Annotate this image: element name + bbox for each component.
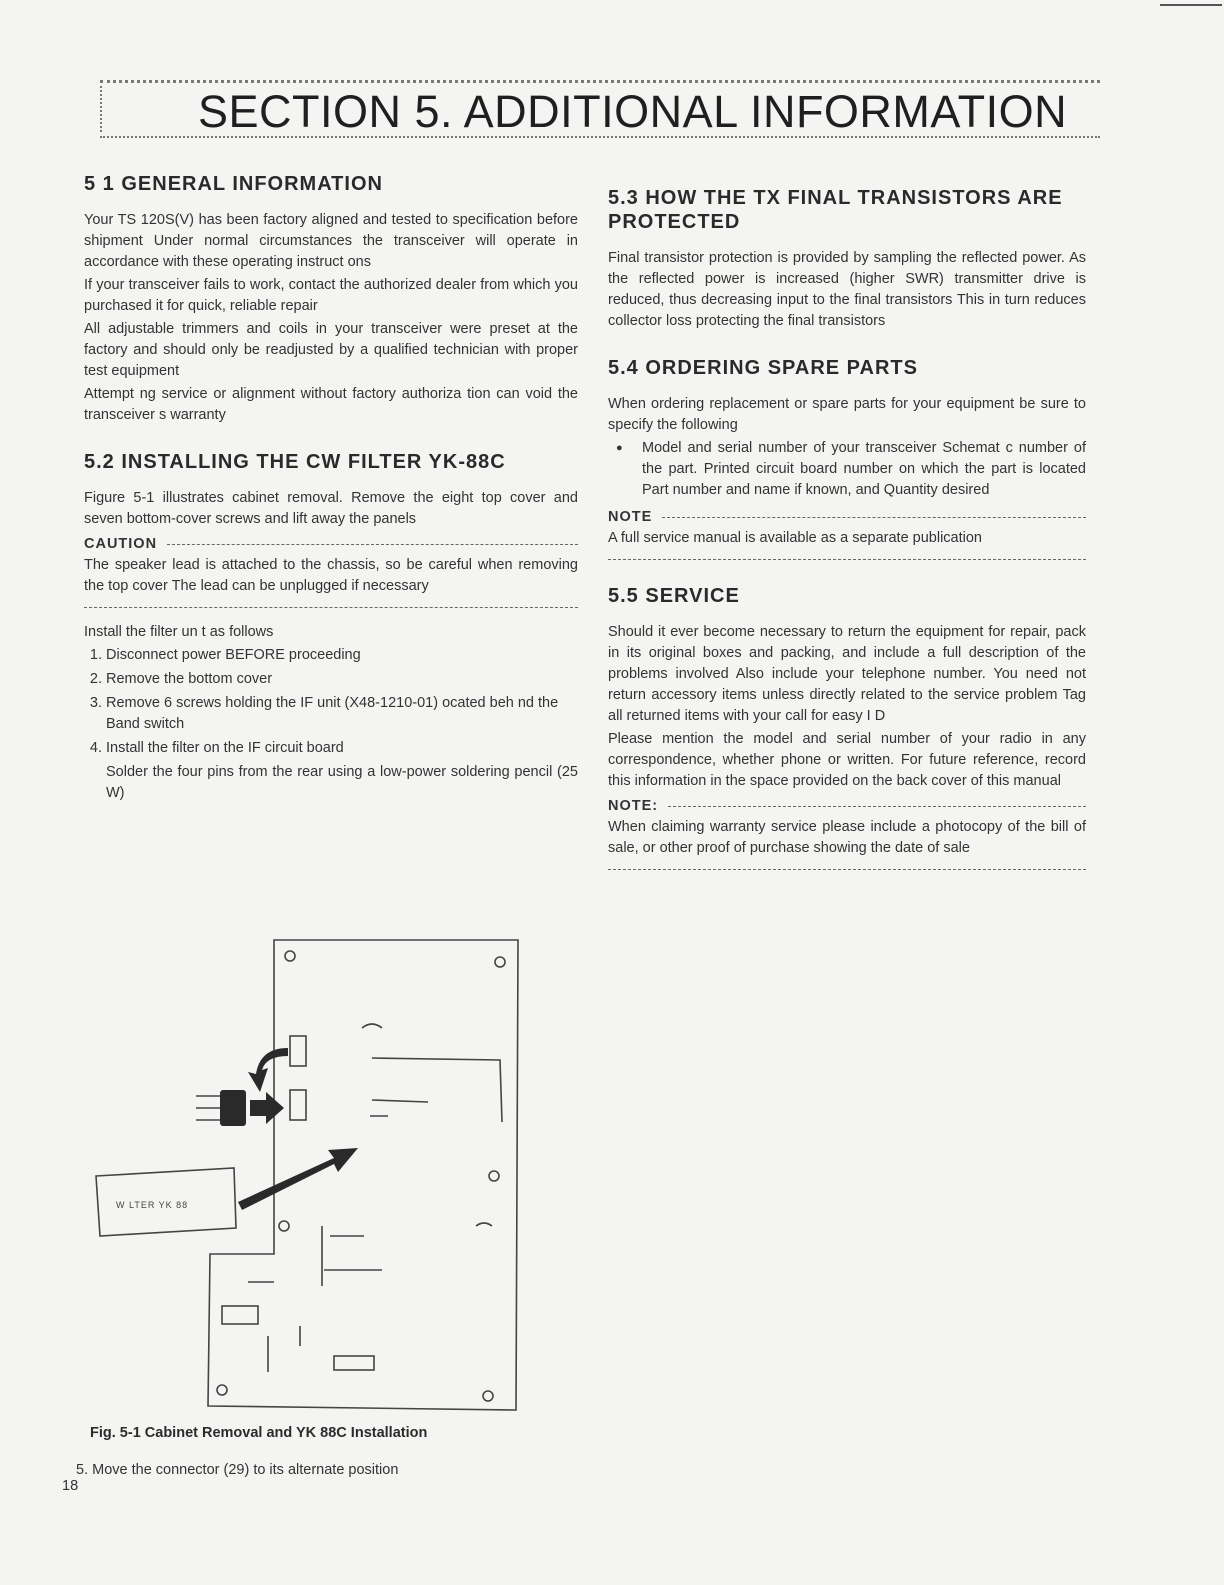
spare-parts-bullet: ● Model and serial number of your transceiver Schemat c number of the part. Printed circuit board number on which the part is located Part number and name if known, and Quantity desired	[630, 438, 1086, 501]
mount-hole-icon	[495, 957, 505, 967]
spare-parts-list	[608, 438, 1086, 501]
general-info-paragraph: All adjustable trimmers and coils in your transceiver were preset at the factory and should only be readjusted by a qualified technician with proper test equipment	[84, 321, 578, 379]
transistor-protection-paragraph: Final transistor protection is provided by sampling the reflected power. As the reflected power is increased (higher SWR) transmitter drive is reduced, thus decreasing input to the final transistors This in turn reduces collector loss protecting the final transistors	[608, 250, 1086, 329]
warranty-note-label: NOTE:	[608, 798, 659, 814]
mount-hole-icon	[489, 1171, 499, 1181]
figure-cabinet-removal	[88, 936, 528, 1416]
mount-hole-icon	[279, 1221, 289, 1231]
heading-service: 5.5 SERVICE	[608, 585, 740, 607]
filter-unit-label: W LTER YK 88	[116, 1200, 189, 1210]
circuit-board-outline	[208, 940, 518, 1410]
service-paragraph: Should it ever become necessary to return the equipment for repair, pack in its original boxes and packing, and include a full description of the problems involved Also include your telephone number. You need not return accessory items unless directly related to the service problem Tag all returned items with your call for easy I D	[608, 624, 1086, 724]
general-info-paragraph: Your TS 120S(V) has been factory aligned and tested to specification before shipment Under normal circumstances the transceiver will operate in accordance with these operating instruct ons	[84, 212, 578, 270]
component-outline	[362, 1024, 382, 1028]
section-5-5	[608, 584, 1086, 870]
install-step: 4. Install the filter on the IF circuit board	[106, 738, 578, 759]
caution-text: The speaker lead is attached to the chassis, so be careful when removing the top cover The lead can be unplugged if necessary	[84, 557, 578, 594]
warranty-note-rule	[668, 806, 1086, 807]
install-step: 1. Disconnect power BEFORE proceeding	[106, 645, 578, 666]
warranty-note-end-rule	[608, 869, 1086, 870]
component-outline	[372, 1058, 502, 1122]
warranty-note-text: When claiming warranty service please include a photocopy of the bill of sale, or other proof of purchase showing the date of sale	[608, 819, 1086, 856]
note-end-rule	[608, 559, 1086, 560]
component-block	[334, 1356, 374, 1370]
plug-lead-lines	[196, 1096, 220, 1120]
caution-end-rule	[84, 607, 578, 608]
warranty-note-label-row	[608, 796, 1086, 817]
heading-ordering-spare-parts: 5.4 ORDERING SPARE PARTS	[608, 357, 918, 379]
mount-hole-icon	[217, 1385, 227, 1395]
connector-socket-upper	[290, 1036, 306, 1066]
title-rule-bottom	[100, 136, 1100, 138]
insert-arrow-icon	[238, 1148, 358, 1210]
top-edge-rule	[1160, 4, 1222, 6]
connector-socket-lower	[290, 1090, 306, 1120]
section-5-1	[84, 172, 578, 426]
component-outline	[372, 1100, 428, 1102]
filter-intro-paragraph: Figure 5-1 illustrates cabinet removal. Remove the eight top cover and seven bottom-cover screws and lift away the panels	[84, 490, 578, 527]
section-5-2	[84, 450, 578, 804]
service-paragraph: Please mention the model and serial number of your radio in any correspondence, whether phone or written. For future reference, record this information in the space provided on the back cover of this manual	[608, 731, 1086, 789]
service-manual-note: A full service manual is available as a separate publication	[608, 530, 982, 546]
plug-body-icon	[220, 1090, 246, 1126]
section-title: SECTION 5. ADDITIONAL INFORMATION	[198, 86, 1068, 137]
general-info-paragraph: Attempt ng service or alignment without factory authoriza tion can void the transceiver s warranty	[84, 386, 578, 423]
spare-parts-intro: When ordering replacement or spare parts for your equipment be sure to specify the following	[608, 396, 1086, 433]
right-column	[608, 186, 1086, 894]
arrow-right-icon	[250, 1092, 284, 1124]
mount-hole-icon	[483, 1391, 493, 1401]
caution-rule	[167, 544, 578, 545]
left-column	[84, 172, 578, 828]
mount-hole-icon	[285, 951, 295, 961]
curved-arrow-icon	[248, 1048, 288, 1092]
install-step-5: 5. Move the connector (29) to its alternate position	[76, 1462, 399, 1478]
heading-installing-cw-filter: 5.2 INSTALLING THE CW FILTER YK-88C	[84, 451, 506, 473]
install-steps-list	[84, 645, 578, 759]
install-intro: Install the filter un t as follows	[84, 624, 274, 640]
note-label-row	[608, 507, 1086, 528]
install-step: 3. Remove 6 screws holding the IF unit (X48-1210-01) ocated beh nd the Band switch	[106, 693, 578, 735]
title-edge-mark	[100, 86, 102, 132]
page-number: 18	[62, 1478, 79, 1494]
general-info-paragraph: If your transceiver fails to work, contact the authorized dealer from which you purchased it for quick, reliable repair	[84, 277, 578, 314]
heading-tx-final-transistors: 5.3 HOW THE TX FINAL TRANSISTORS ARE PROTECTED	[608, 187, 1063, 233]
section-5-3	[608, 186, 1086, 332]
heading-general-information: 5 1 GENERAL INFORMATION	[84, 173, 383, 195]
note-label: NOTE	[608, 509, 653, 525]
caution-label: CAUTION	[84, 536, 158, 552]
component-block	[222, 1306, 258, 1324]
title-rule-top	[100, 80, 1100, 83]
install-step: 2. Remove the bottom cover	[106, 669, 578, 690]
section-title-block	[100, 78, 1100, 158]
caution-label-row	[84, 534, 578, 555]
solder-note: Solder the four pins from the rear using a low-power soldering pencil (25 W)	[106, 764, 578, 801]
component-outline	[476, 1223, 492, 1226]
section-5-4	[608, 356, 1086, 560]
note-rule	[662, 517, 1086, 518]
figure-caption: Fig. 5-1 Cabinet Removal and YK 88C Installation	[90, 1425, 428, 1441]
